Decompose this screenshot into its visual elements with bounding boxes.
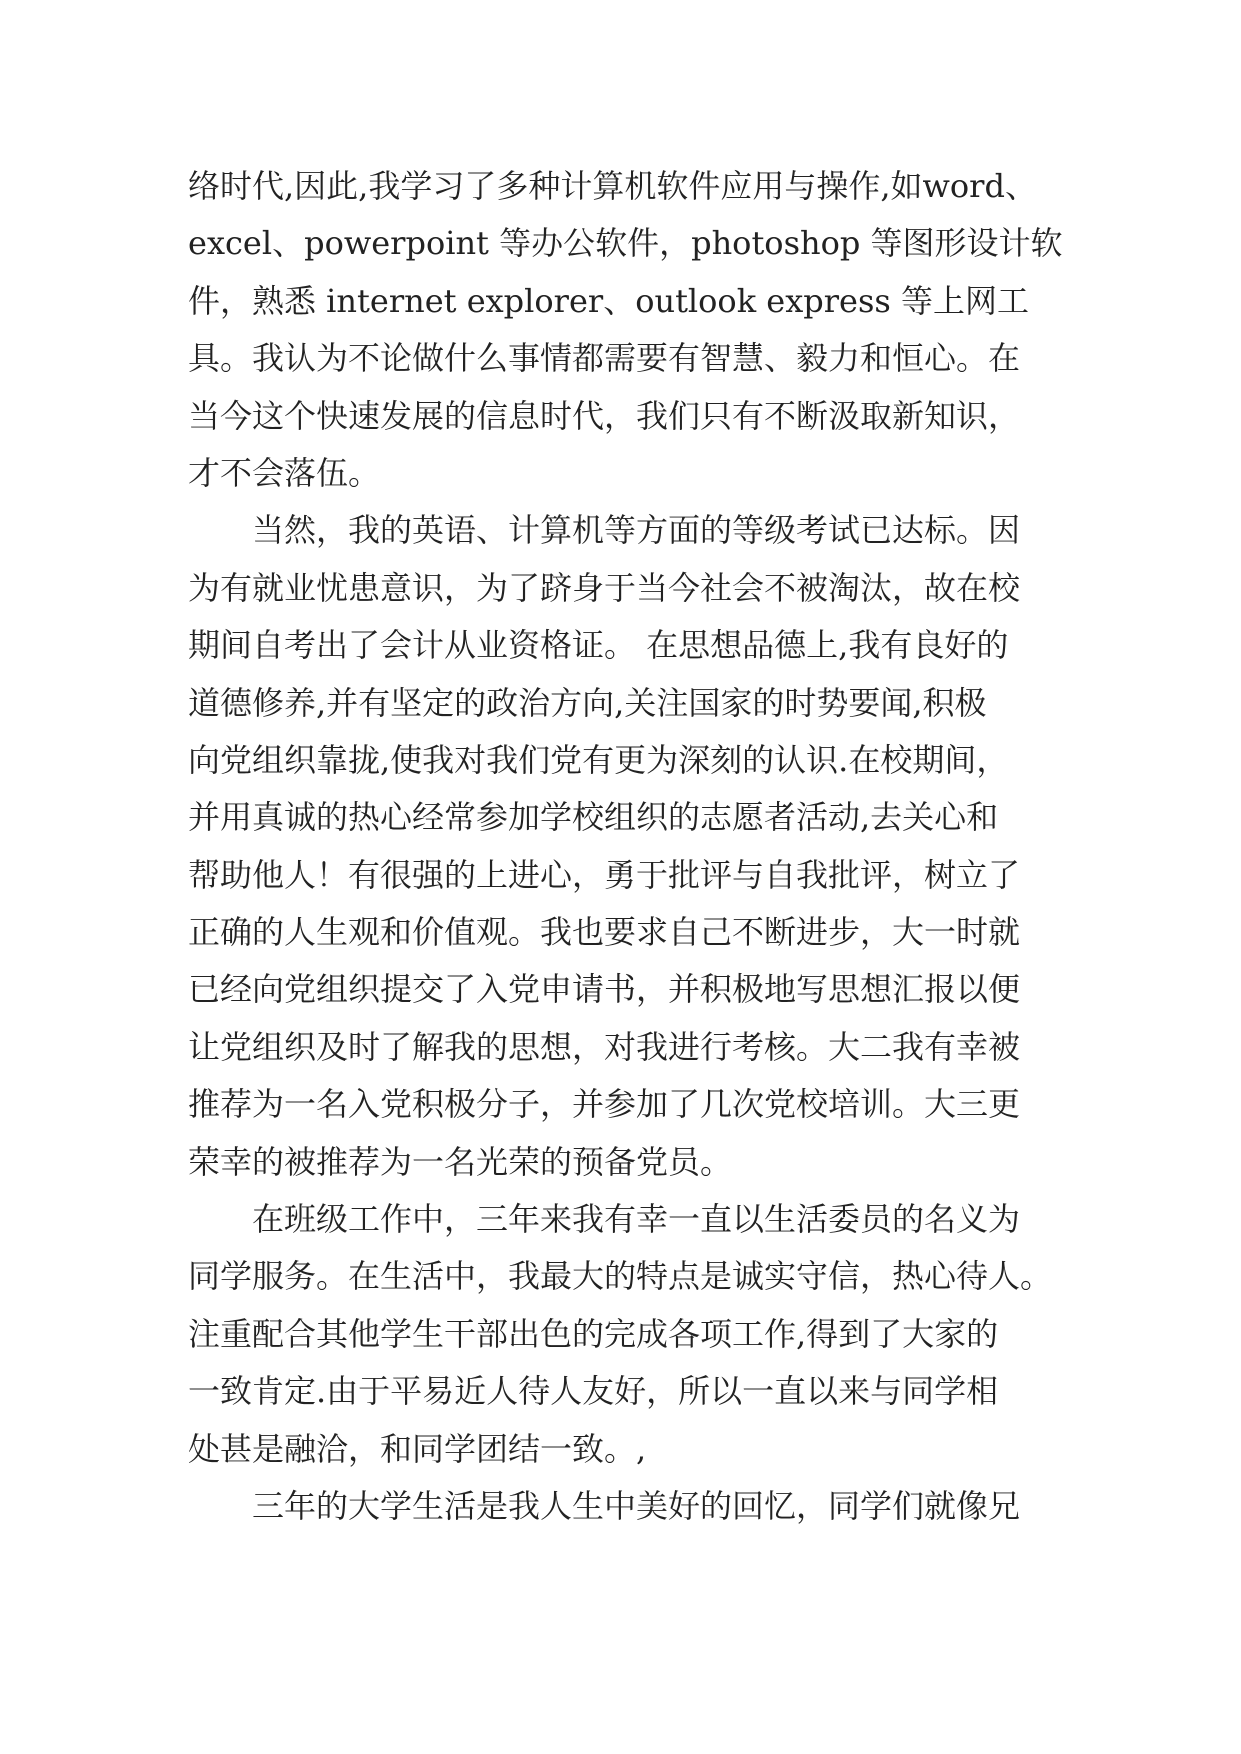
text-line: 让党组织及时了解我的思想，对我进行考核。大二我有幸被 — [188, 1027, 1021, 1066]
paragraph-first-line: 在班级工作中，三年来我有幸一直以生活委员的名义为 — [252, 1200, 1021, 1239]
paragraph-first-line: 三年的大学生活是我人生中美好的回忆，同学们就像兄 — [252, 1486, 1021, 1525]
text-line: 注重配合其他学生干部出色的完成各项工作,得到了大家的 — [188, 1314, 999, 1353]
text-line: 期间自考出了会计从业资格证。 在思想品德上,我有良好的 — [188, 626, 1009, 665]
text-line: 络时代,因此,我学习了多种计算机软件应用与操作,如word、 — [188, 167, 1037, 205]
text-line: 向党组织靠拢,使我对我们党有更为深刻的认识.在校期间， — [188, 740, 1009, 779]
text-line: 为有就业忧患意识，为了跻身于当今社会不被淘汰，故在校 — [188, 568, 1021, 607]
text-line: 并用真诚的热心经常参加学校组织的志愿者活动,去关心和 — [188, 798, 999, 837]
text-line: 件，熟悉 internet explorer、outlook express 等上网工 — [188, 281, 1029, 320]
paragraph-first-line: 当然，我的英语、计算机等方面的等级考试已达标。因 — [252, 511, 1021, 550]
text-line: 正确的人生观和价值观。我也要求自己不断进步，大一时就 — [188, 913, 1021, 952]
text-line: 一致肯定.由于平易近人待人友好，所以一直以来与同学相 — [188, 1372, 999, 1411]
text-line: excel、powerpoint 等办公软件，photoshop 等图形设计软 — [188, 224, 1063, 263]
text-line: 才不会落伍。 — [188, 453, 381, 492]
text-line: 当今这个快速发展的信息时代，我们只有不断汲取新知识， — [188, 396, 1021, 435]
text-line: 已经向党组织提交了入党申请书，并积极地写思想汇报以便 — [188, 970, 1021, 1009]
text-line: 推荐为一名入党积极分子，并参加了几次党校培训。大三更 — [188, 1085, 1021, 1124]
text-line: 同学服务。在生活中，我最大的特点是诚实守信，热心待人。 — [188, 1257, 1053, 1296]
text-line: 处甚是融洽，和同学团结一致。, — [188, 1429, 647, 1468]
text-line: 具。我认为不论做什么事情都需要有智慧、毅力和恒心。在 — [188, 339, 1021, 378]
body-text — [188, 158, 1068, 1535]
text-line: 荣幸的被推荐为一名光荣的预备党员。 — [188, 1142, 733, 1181]
text-line: 道德修养,并有坚定的政治方向,关注国家的时势要闻,积极 — [188, 683, 987, 722]
text-line: 帮助他人！有很强的上进心，勇于批评与自我批评，树立了 — [188, 855, 1021, 894]
